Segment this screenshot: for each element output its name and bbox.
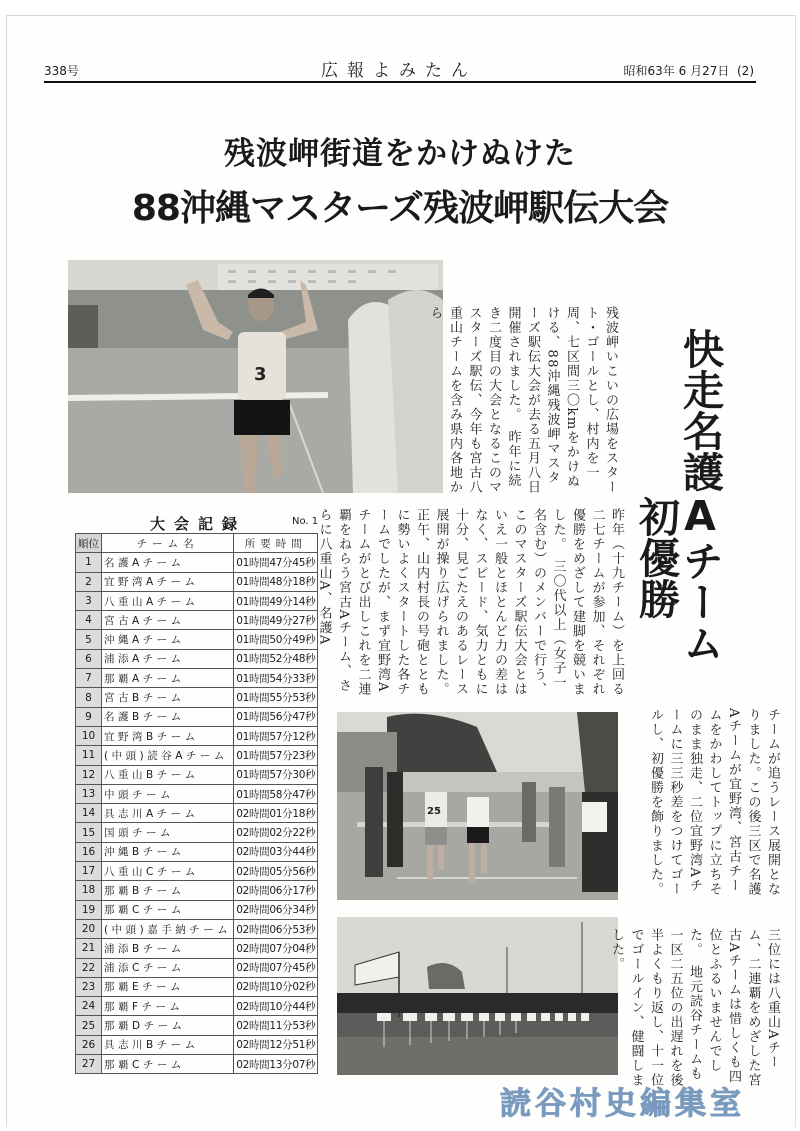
team-cell: 沖縄Aチーム (102, 630, 234, 649)
svg-text:25: 25 (427, 806, 441, 817)
time-cell: 01時間52分48秒 (234, 649, 318, 668)
time-cell: 01時間57分23秒 (234, 746, 318, 765)
time-cell: 02時間07分45秒 (234, 958, 318, 977)
time-cell: 01時間49分27秒 (234, 611, 318, 630)
team-cell: (中頭)嘉手納チーム (102, 919, 234, 938)
column-header-rank: 順位 (76, 534, 102, 553)
time-cell: 02時間10分02秒 (234, 977, 318, 996)
time-cell: 02時間06分17秒 (234, 881, 318, 900)
team-cell: 国頭チーム (102, 823, 234, 842)
table-row (76, 1016, 318, 1035)
rank-cell: 16 (76, 842, 102, 861)
time-cell: 01時間55分53秒 (234, 688, 318, 707)
team-cell: 那覇Aチーム (102, 669, 234, 688)
team-cell: 名護Aチーム (102, 553, 234, 572)
paper-title: 広報よみたん (321, 61, 477, 81)
team-cell: 那覇Cチーム (102, 900, 234, 919)
table-row (76, 707, 318, 726)
column-header-team: チーム名 (102, 534, 234, 553)
column-header-time: 所要時間 (234, 534, 318, 553)
team-cell: (中頭)読谷Aチーム (102, 746, 234, 765)
table-row (76, 881, 318, 900)
rank-cell: 19 (76, 900, 102, 919)
issue-number: 338号 (44, 64, 79, 78)
table-row (76, 553, 318, 572)
team-cell: 宜野湾Aチーム (102, 572, 234, 591)
svg-text:3: 3 (254, 364, 267, 385)
team-cell: 八重山Cチーム (102, 862, 234, 881)
archive-watermark: 読谷村史編集室 (500, 1086, 745, 1122)
relay-handoff-photo (337, 712, 618, 900)
issue-date (624, 62, 754, 79)
rank-cell: 20 (76, 919, 102, 938)
relay-runners-image (337, 712, 618, 900)
time-cell: 02時間12分51秒 (234, 1035, 318, 1054)
time-cell: 02時間11分53秒 (234, 1016, 318, 1035)
table-row (76, 688, 318, 707)
team-cell: 沖縄Bチーム (102, 842, 234, 861)
rank-cell: 8 (76, 688, 102, 707)
rank-cell: 3 (76, 591, 102, 610)
rank-cell: 26 (76, 1035, 102, 1054)
team-cell: 八重山Bチーム (102, 765, 234, 784)
table-row (76, 1055, 318, 1074)
table-row (76, 823, 318, 842)
article-body-block-4: 三位には八重山Aチーム、二連覇をめざした宮古Aチームは惜しくも四位とふるいませんでした。 地元読谷チームも一区二五位の出遅れを後半よくもり返し、十一位でゴールイン、健闘しました。 (609, 928, 780, 1088)
rank-cell: 21 (76, 939, 102, 958)
rank-cell: 7 (76, 669, 102, 688)
team-cell: 中頭チーム (102, 784, 234, 803)
rank-cell: 5 (76, 630, 102, 649)
team-cell: 那覇Eチーム (102, 977, 234, 996)
rank-cell: 12 (76, 765, 102, 784)
table-row (76, 611, 318, 630)
results-table-number: No. 1 (292, 516, 319, 527)
rank-cell: 9 (76, 707, 102, 726)
time-cell: 01時間47分45秒 (234, 553, 318, 572)
rank-cell: 15 (76, 823, 102, 842)
table-row (76, 746, 318, 765)
table-row (76, 630, 318, 649)
results-table (75, 533, 318, 1074)
team-cell: 那覇Fチーム (102, 997, 234, 1016)
team-cell: 具志川Aチーム (102, 804, 234, 823)
team-cell: 宮古Bチーム (102, 688, 234, 707)
team-cell: 那覇Cチーム (102, 1055, 234, 1074)
rank-cell: 23 (76, 977, 102, 996)
rank-cell: 1 (76, 553, 102, 572)
table-row (76, 591, 318, 610)
rank-cell: 25 (76, 1016, 102, 1035)
time-cell: 01時間58分47秒 (234, 784, 318, 803)
team-cell: 浦添Bチーム (102, 939, 234, 958)
rank-cell: 4 (76, 611, 102, 630)
team-cell: 那覇Bチーム (102, 881, 234, 900)
article-body-block-3: チームが追うレース展開となりました。この後三区で名護Aチームが宜野湾、宮古チームをかわしてトップに立ちそのまま独走、二位宜野湾Aチームに三三秒差をつけてゴールし、初優勝を飾りました。 (648, 708, 780, 897)
team-cell: 名護Bチーム (102, 707, 234, 726)
team-cell: 浦添Cチーム (102, 958, 234, 977)
article-title: 88沖縄マスターズ残波岬駅伝大会 (131, 188, 669, 229)
date-text: 昭和63年 6 月27日 (623, 64, 730, 78)
rank-cell: 10 (76, 726, 102, 745)
masthead-divider (44, 81, 756, 83)
team-cell: 浦添Aチーム (102, 649, 234, 668)
rank-cell: 13 (76, 784, 102, 803)
table-row (76, 572, 318, 591)
team-cell: 宮古Aチーム (102, 611, 234, 630)
time-cell: 01時間54分33秒 (234, 669, 318, 688)
team-cell: 宜野湾Bチーム (102, 726, 234, 745)
time-cell: 02時間02分22秒 (234, 823, 318, 842)
time-cell: 02時間10分44秒 (234, 997, 318, 1016)
table-row (76, 862, 318, 881)
headline-vertical-main: 快走名護Aチーム (676, 328, 724, 663)
time-cell: 02時間06分34秒 (234, 900, 318, 919)
results-table-title: 大会記録 (150, 515, 247, 533)
time-cell: 01時間49分14秒 (234, 591, 318, 610)
table-row (76, 997, 318, 1016)
team-cell: 具志川Bチーム (102, 1035, 234, 1054)
time-cell: 01時間57分12秒 (234, 726, 318, 745)
article-body-block-2: 昨年（十九チーム）を上回る二七チームが参加、それぞれ優勝をめざして建脚を競いました。 三〇代以上（女子一名含む）のメンバーで行う、このマスターズ駅伝大会とはいえ一般とほとんど力の差はなく、スピード、気力ともに十分、見ごたえのあるレース展開が操り広げられました。 正午、山内村長の号砲とともに勢いよくスタートした各チームでしたが、まず宜野湾Aチームがとび出しこれを二連覇をねらう宮古Aチーム、さらに八重山A、名護A (316, 508, 624, 705)
rank-cell: 11 (76, 746, 102, 765)
rank-cell: 22 (76, 958, 102, 977)
table-row (76, 900, 318, 919)
rank-cell: 14 (76, 804, 102, 823)
table-row (76, 784, 318, 803)
time-cell: 02時間05分56秒 (234, 862, 318, 881)
table-row (76, 919, 318, 938)
time-cell: 01時間56分47秒 (234, 707, 318, 726)
rank-cell: 18 (76, 881, 102, 900)
article-subtitle: 残波岬街道をかけぬけた (224, 136, 576, 172)
time-cell: 02時間03分44秒 (234, 842, 318, 861)
table-row (76, 977, 318, 996)
table-row (76, 649, 318, 668)
results-table-header (76, 534, 318, 553)
time-cell: 01時間57分30秒 (234, 765, 318, 784)
table-row (76, 939, 318, 958)
rank-cell: 27 (76, 1055, 102, 1074)
table-row (76, 765, 318, 784)
finish-line-photo (68, 260, 443, 493)
table-row (76, 842, 318, 861)
page-number: (2) (737, 64, 754, 78)
table-row (76, 958, 318, 977)
team-cell: 八重山Aチーム (102, 591, 234, 610)
article-body-block-1: 残波岬いこいの広場をスタート・ゴールとし、村内を一周、七区間三〇kmをかけぬける、88沖縄残波岬マスターズ駅伝大会が去る五月八日開催されました。 昨年に続き二度目の大会となるこのマスターズ駅伝、今年も宮古八重山チームを含み県内各地から (427, 306, 618, 495)
table-row (76, 1035, 318, 1054)
rank-cell: 24 (76, 997, 102, 1016)
time-cell: 02時間06分53秒 (234, 919, 318, 938)
teams-lineup-image (337, 917, 618, 1075)
rank-cell: 2 (76, 572, 102, 591)
time-cell: 02時間13分07秒 (234, 1055, 318, 1074)
rank-cell: 6 (76, 649, 102, 668)
table-row (76, 804, 318, 823)
time-cell: 02時間01分18秒 (234, 804, 318, 823)
runner-finish-image (68, 260, 443, 493)
headline-vertical-sub: 初優勝 (632, 496, 680, 619)
table-row (76, 726, 318, 745)
table-row (76, 669, 318, 688)
rank-cell: 17 (76, 862, 102, 881)
opening-ceremony-photo (337, 917, 618, 1075)
time-cell: 01時間50分49秒 (234, 630, 318, 649)
team-cell: 那覇Dチーム (102, 1016, 234, 1035)
time-cell: 02時間07分04秒 (234, 939, 318, 958)
time-cell: 01時間48分18秒 (234, 572, 318, 591)
